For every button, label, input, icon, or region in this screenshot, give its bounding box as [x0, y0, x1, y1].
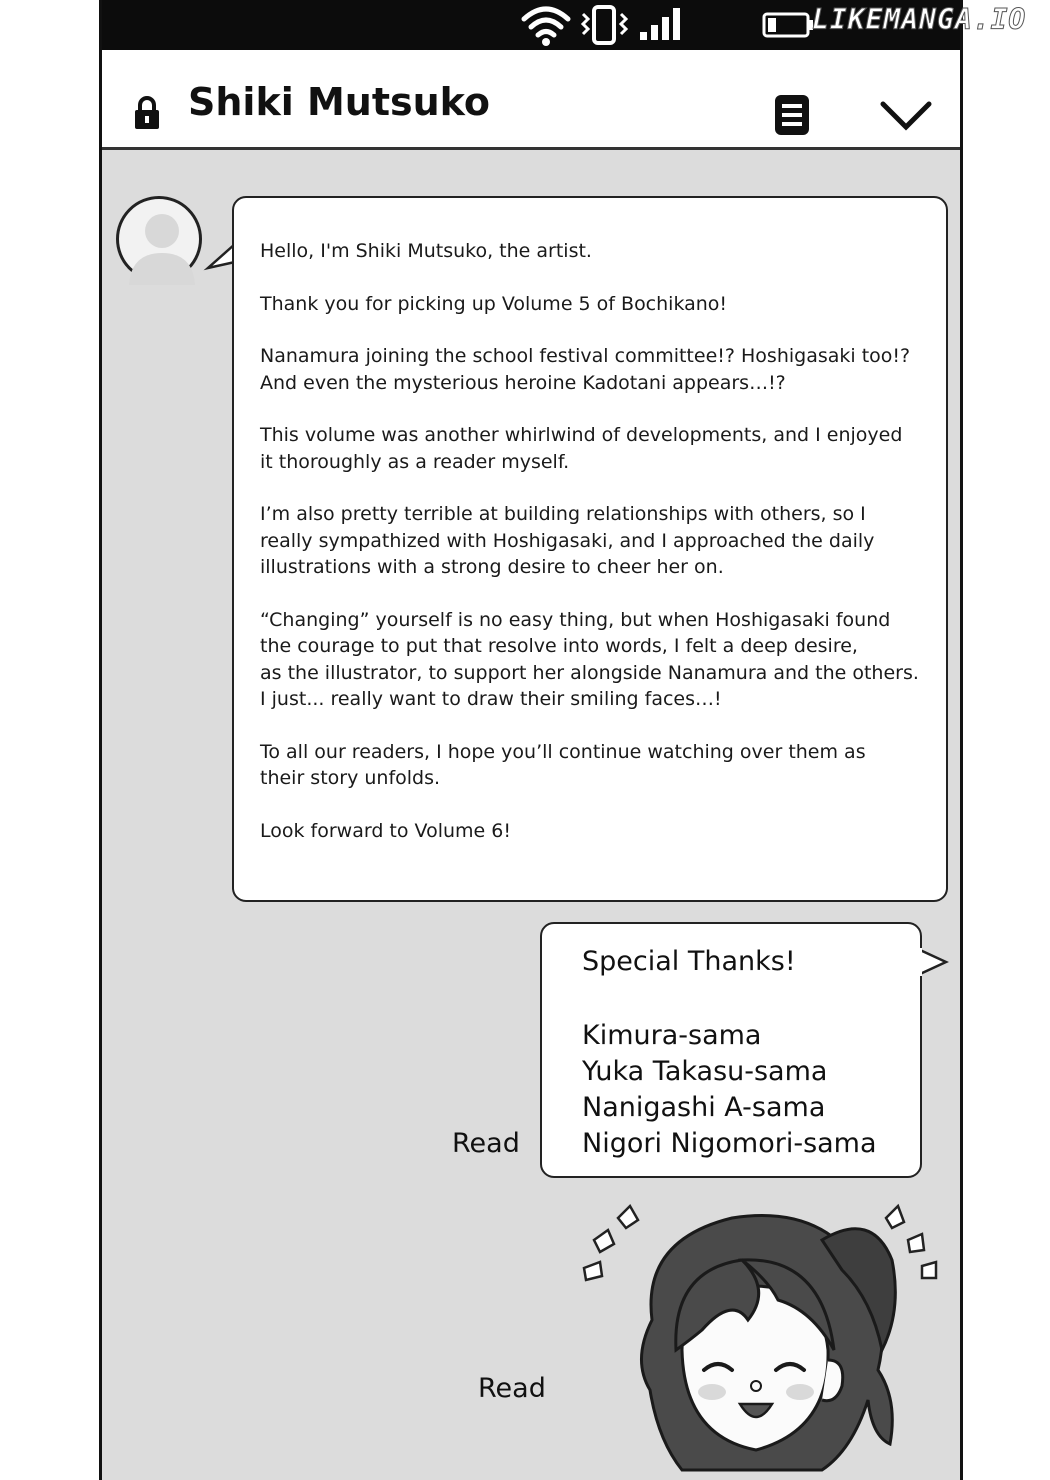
chibi-girl-sticker[interactable] [572, 1200, 962, 1480]
message-paragraph: I’m also pretty terrible at building relationships with others, so I really sympathized with Hoshigasaki, and I approached the daily illustrations with a strong desire to cheer her on. [260, 503, 875, 578]
watermark: LIKEMANGA.IO [812, 3, 1027, 36]
lock-icon [134, 96, 160, 130]
thanks-name: Yuka Takasu-sama [582, 1056, 828, 1087]
chat-header [102, 50, 960, 150]
read-receipt: Read [478, 1373, 546, 1404]
message-paragraph: Hello, I'm Shiki Mutsuko, the artist. [260, 240, 592, 262]
message-paragraph: Nanamura joining the school festival committee!? Hoshigasaki too!? And even the mysterious heroine Kadotani appears…!? [260, 345, 911, 394]
signal-icon [638, 6, 684, 42]
incoming-message-bubble [232, 196, 948, 902]
thanks-name: Nigori Nigomori-sama [582, 1128, 877, 1159]
message-paragraph: This volume was another whirlwind of developments, and I enjoyed it thoroughly as a reader myself. [260, 424, 903, 473]
wifi-icon [520, 3, 572, 47]
vibrate-icon [580, 4, 630, 46]
message-text [260, 238, 940, 870]
menu-icon[interactable] [774, 94, 810, 136]
thanks-name: Nanigashi A-sama [582, 1092, 826, 1123]
thanks-name-list [582, 1018, 877, 1162]
avatar[interactable] [116, 196, 202, 282]
phone-screen [99, 0, 1027, 1480]
thanks-name: Kimura-sama [582, 1020, 762, 1051]
read-receipt: Read [452, 1128, 520, 1159]
outgoing-message-bubble [540, 922, 922, 1178]
message-paragraph: “Changing” yourself is no easy thing, but when Hoshigasaki found the courage to put that resolve into words, I felt a deep desire, as the illustrator, to support her alongside Nanamura and the others. I just... really want to draw their smiling faces…! [260, 608, 919, 710]
message-paragraph: Thank you for picking up Volume 5 of Bochikano! [260, 292, 728, 315]
battery-icon [762, 12, 814, 38]
status-bar [102, 0, 1027, 50]
chevron-down-icon[interactable] [880, 100, 932, 132]
contact-name: Shiki Mutsuko [188, 80, 491, 124]
default-user-icon [119, 199, 205, 285]
message-paragraph: Look forward to Volume 6! [260, 819, 511, 842]
special-thanks-title: Special Thanks! [582, 946, 796, 977]
message-paragraph: To all our readers, I hope you’ll continue watching over them as their story unfolds. [260, 740, 866, 789]
bubble-tail [918, 944, 950, 984]
